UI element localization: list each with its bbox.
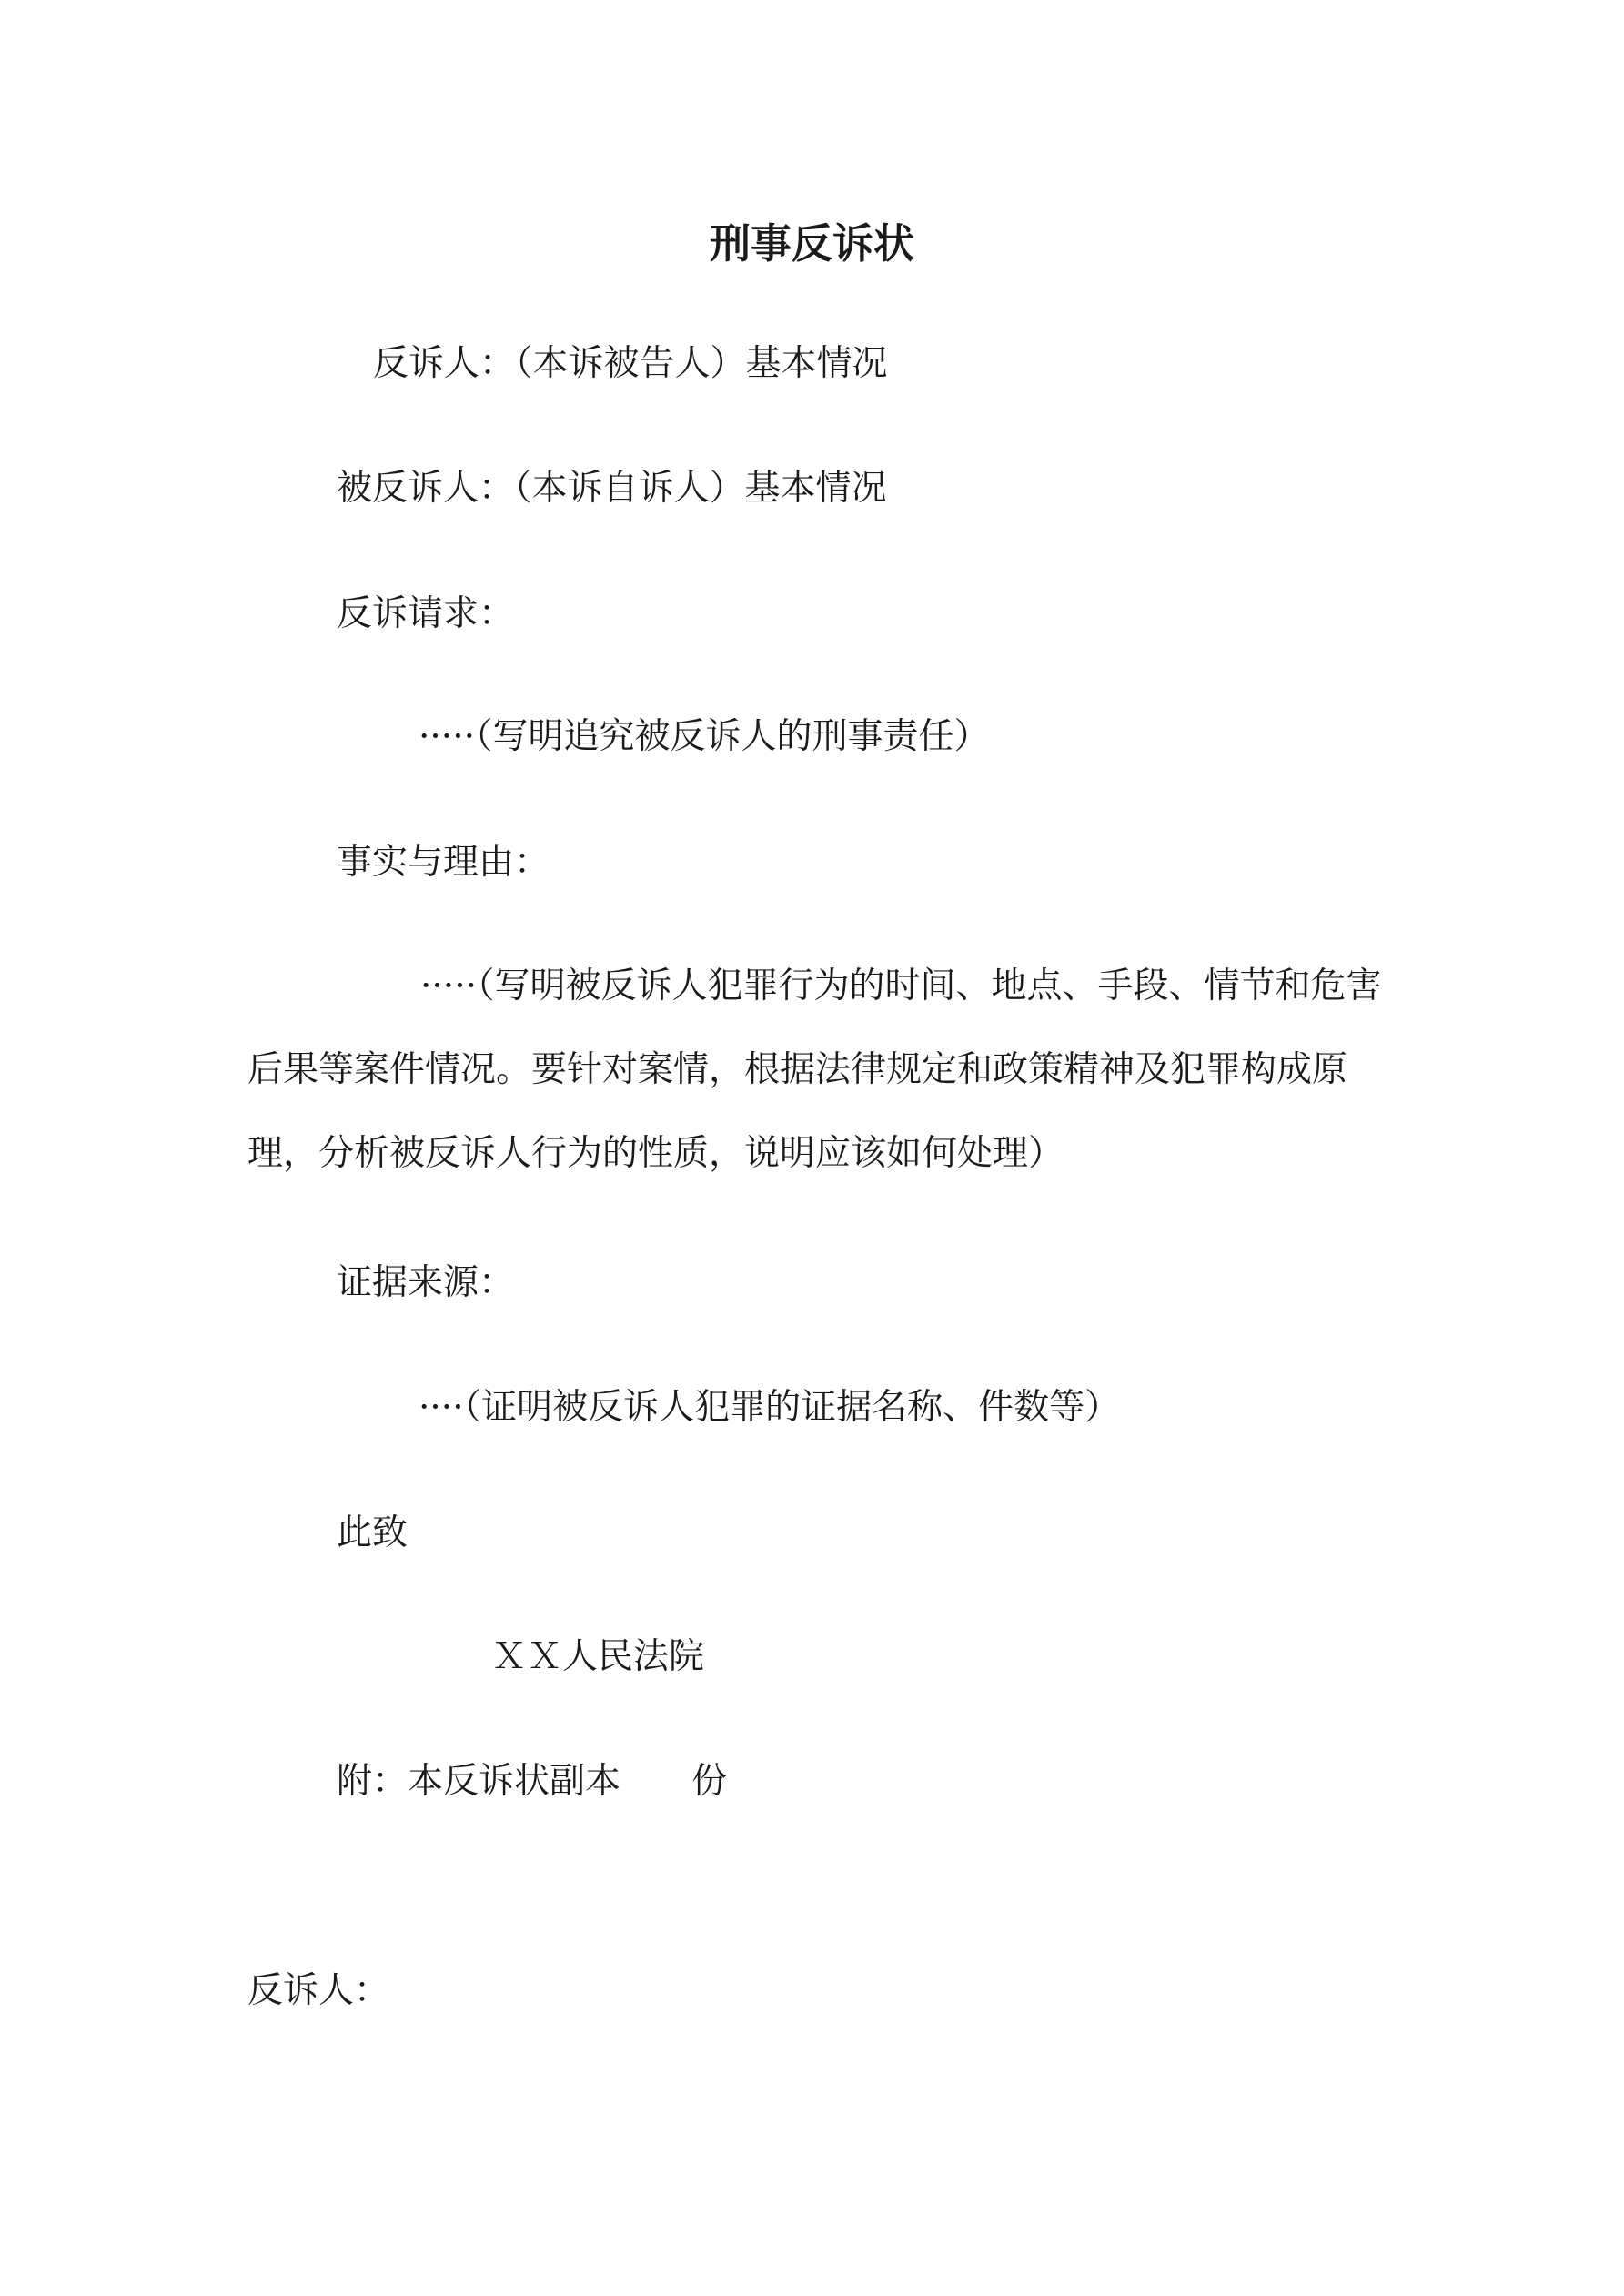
defendant-line: 被反诉人：（本诉自诉人）基本情况 bbox=[337, 468, 887, 509]
attachment-line: 附：本反诉状副本 份 bbox=[337, 1761, 728, 1802]
counterclaimant-line: 反诉人：（本诉被告人）基本情况 bbox=[373, 343, 888, 384]
document-title: 刑事反诉状 bbox=[709, 219, 914, 268]
court-name: ＸＸ人民法院 bbox=[491, 1636, 705, 1677]
evidence-heading: 证据来源： bbox=[337, 1262, 515, 1303]
signature-label: 反诉人： bbox=[247, 1970, 390, 2011]
salutation: 此致 bbox=[337, 1512, 409, 1553]
claims-heading: 反诉请求： bbox=[337, 593, 515, 634]
facts-body: ·····（写明被反诉人犯罪行为的时间、地点、手段、情节和危害后果等案件情况。要针对案情，根据法律规定和政策精神及犯罪构成原理，分析被反诉人行为的性质，说明应该如何处理） bbox=[247, 966, 1382, 1174]
facts-heading: 事实与理由： bbox=[337, 842, 550, 883]
claims-body: ·····（写明追究被反诉人的刑事责任） bbox=[419, 716, 990, 757]
evidence-body: ····（证明被反诉人犯罪的证据名称、件数等） bbox=[419, 1387, 1121, 1428]
